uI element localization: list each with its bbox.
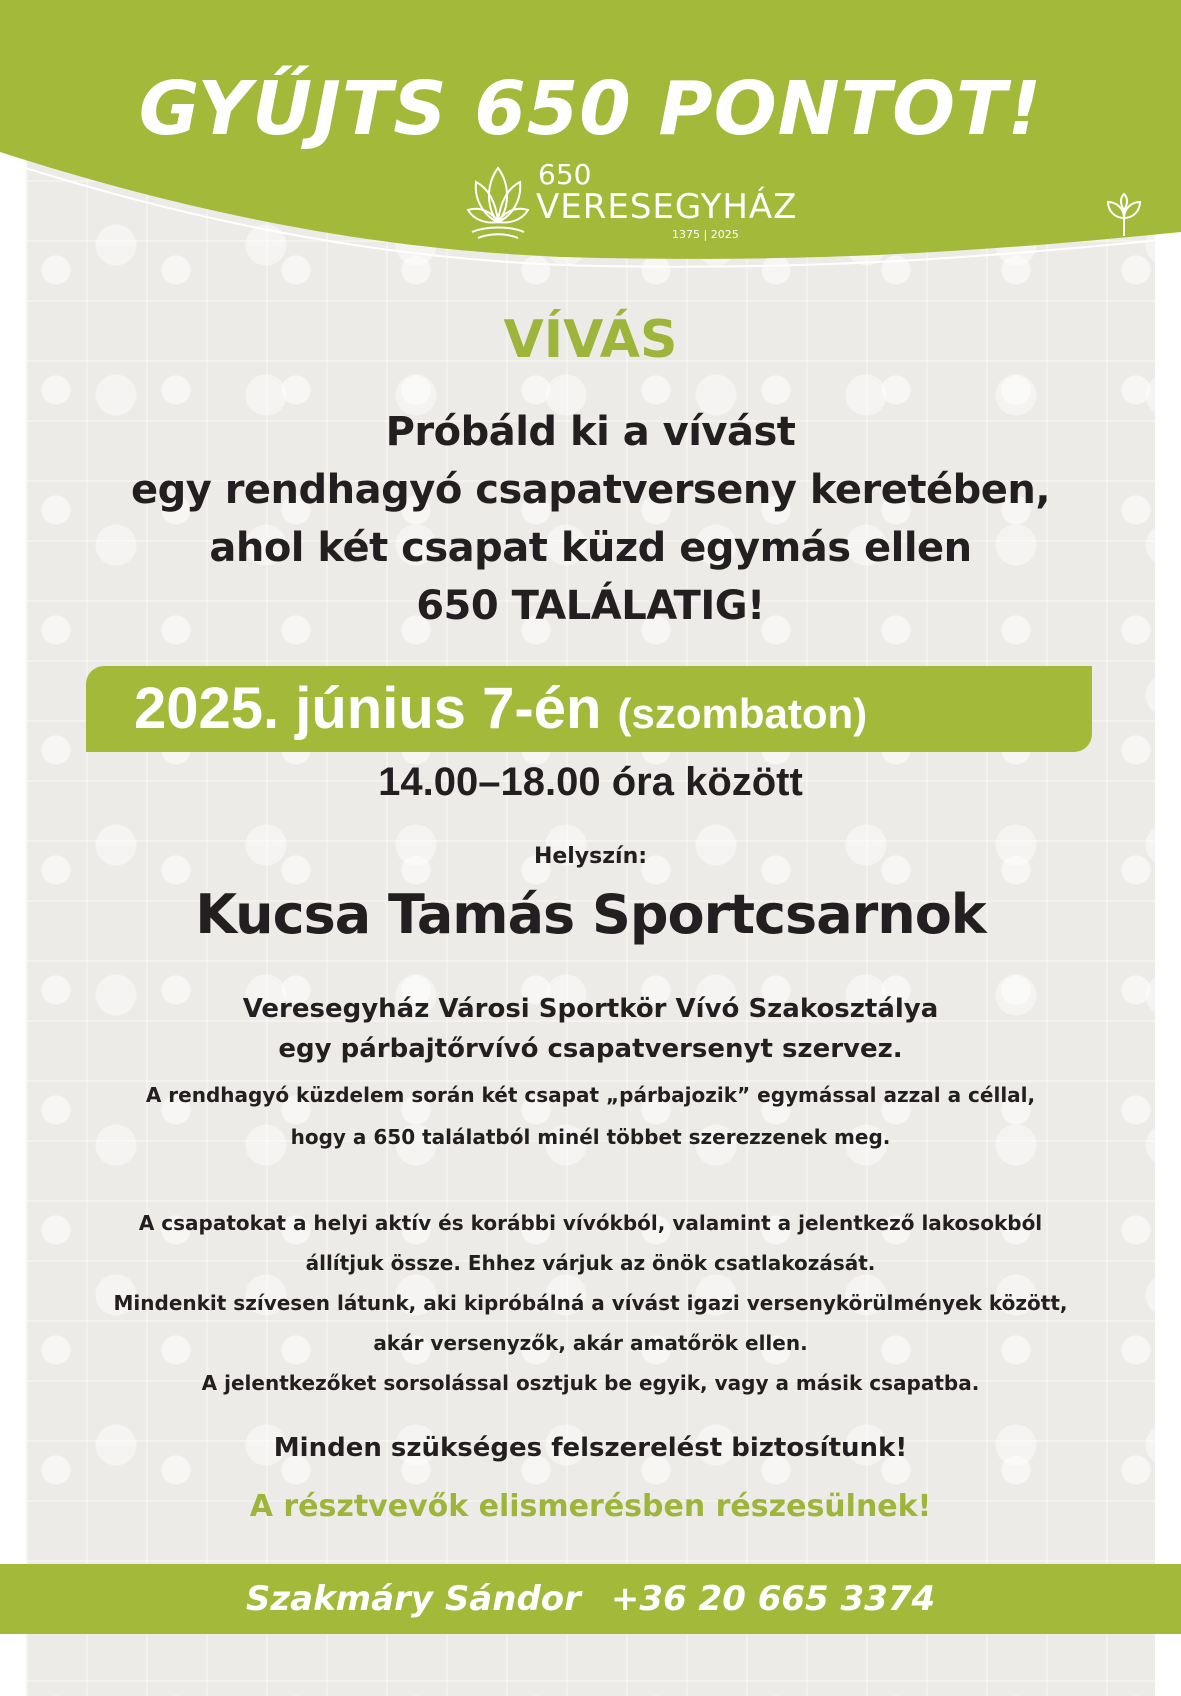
intro-line: 650 TALÁLATIG! (416, 583, 765, 629)
event-day: (szombaton) (617, 690, 868, 737)
reward-note: A résztvevők elismerésben részesülnek! (249, 1489, 932, 1524)
main-title: GYŰJTS 650 PONTOT! (138, 66, 1043, 152)
organizer-line: Veresegyház Városi Sportkör Vívó Szakosztálya (242, 994, 939, 1024)
logo-years: 1375 | 2025 (672, 228, 739, 241)
description-line: állítjuk össze. Ehhez várjuk az önök csatlakozását. (305, 1251, 876, 1275)
location-label: Helyszín: (533, 844, 648, 869)
event-title: VÍVÁS (503, 310, 678, 370)
lotus-leaf-logo-icon (466, 160, 530, 242)
description-line: A rendhagyó küzdelem során két csapat „párbajozik” egymással azzal a céllal, (145, 1083, 1036, 1107)
contact-name: Szakmáry Sándor (245, 1579, 581, 1619)
organizer-line: egy párbajtőrvívó csapatversenyt szervez. (278, 1034, 903, 1064)
description-line: akár versenyzők, akár amatőrök ellen. (373, 1331, 808, 1355)
description-line: Mindenkit szívesen látunk, aki kipróbálná a vívást igazi versenykörülmények között, (113, 1291, 1068, 1315)
description-line: A jelentkezőket sorsolással osztjuk be egyik, vagy a másik csapatba. (201, 1371, 980, 1395)
contact-phone: +36 20 665 3374 (610, 1579, 936, 1619)
equipment-note: Minden szükséges felszerelést biztosítunk! (273, 1433, 908, 1463)
event-time: 14.00–18.00 óra között (378, 760, 803, 804)
footer-bar (0, 1564, 1181, 1634)
veresegyhaz-650-logo (466, 158, 798, 246)
intro-line: Próbáld ki a vívást (385, 409, 796, 455)
leaf-sprout-icon (1100, 192, 1148, 240)
intro-line: ahol két csapat küzd egymás ellen (209, 525, 972, 571)
date-banner (86, 666, 1092, 752)
location-name: Kucsa Tamás Sportcsarnok (195, 883, 986, 946)
event-date-line (134, 666, 867, 752)
logo-name: VERESEGYHÁZ (536, 187, 798, 227)
logo-number: 650 (538, 158, 592, 191)
footer-contact (0, 1564, 1181, 1634)
intro-line: egy rendhagyó csapatverseny keretében, (130, 467, 1051, 513)
description-line: hogy a 650 találatból minél többet szerezzenek meg. (290, 1125, 891, 1149)
description-line: A csapatokat a helyi aktív és korábbi vívókból, valamint a jelentkező lakosokból (138, 1211, 1043, 1235)
event-date: 2025. június 7-én (134, 676, 602, 741)
